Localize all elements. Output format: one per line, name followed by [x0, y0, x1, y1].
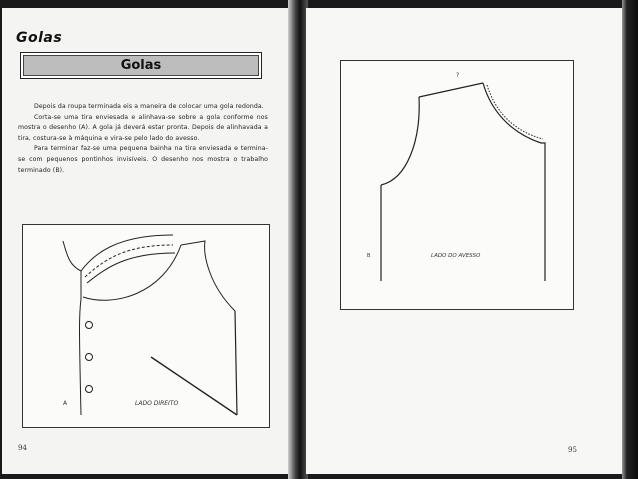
- button-icon: [86, 354, 93, 361]
- body-text: [18, 102, 268, 176]
- button-icon: [86, 322, 93, 329]
- banner-title: Golas: [23, 55, 259, 76]
- button-icon: [86, 386, 93, 393]
- figure-a: [22, 224, 270, 428]
- figure-a-drawing: [23, 225, 269, 427]
- figure-b-caption: LADO DO AVESSO: [431, 253, 481, 259]
- paragraph-2: Corta-se uma tira enviesada e alinhava-se sobre a gola conforme nos mostra o desenho (A). A gola já deverá estar pronta. Depois de alinhavada a tira, costura-se à máquina e vira-se pelo lado do avesso.: [18, 113, 268, 142]
- page-number-left: 94: [18, 444, 27, 452]
- figure-b-letter: B: [367, 253, 371, 259]
- chapter-title: Golas: [16, 30, 63, 46]
- page-number-right: 95: [568, 446, 577, 454]
- left-page: [2, 8, 292, 474]
- figure-b: [340, 60, 574, 310]
- figure-a-caption: LADO DIREITO: [135, 400, 179, 407]
- figure-a-letter: A: [63, 400, 68, 407]
- book-gutter: [288, 0, 308, 479]
- section-banner: [20, 52, 262, 79]
- figure-b-top-mark: ?: [456, 72, 460, 79]
- figure-b-drawing: [341, 61, 573, 309]
- book-edge: [622, 0, 638, 479]
- paragraph-1: Depois da roupa terminada eis a maneira de colocar uma gola redonda.: [34, 103, 264, 110]
- right-page: [306, 8, 622, 474]
- paragraph-3: Para terminar faz-se uma pequena bainha na tira enviesada e termina-se com pequenos pontinhos invisíveis. O desenho nos mostra o trabalho terminado (B).: [18, 145, 268, 174]
